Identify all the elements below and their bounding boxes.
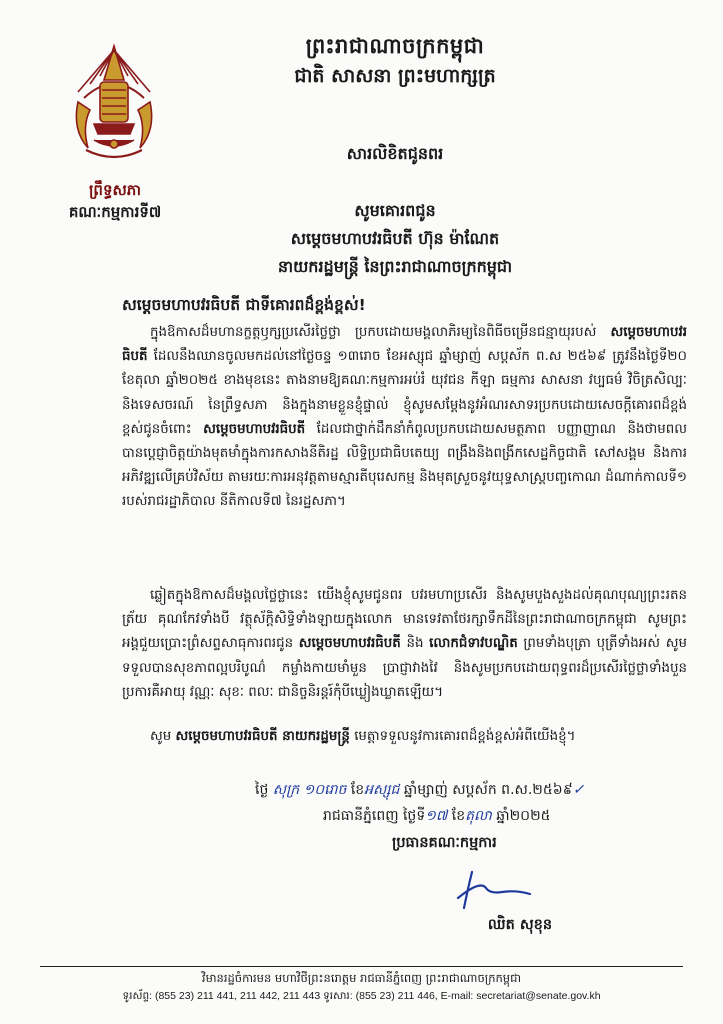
tel-value: (855 23) 211 441, 211 442, 211 443 (154, 990, 321, 1002)
solar-prefix: រាជធានីភ្នំពេញ ថ្ងៃទី (323, 808, 426, 824)
fax-value: (855 23) 211 446, (355, 990, 438, 1002)
p1-text-b: ដែលនឹងឈានចូលមកដល់នៅថ្ងៃចន្ទ ១៣រោច ខែអស្សុជ ឆ្នាំម្សាញ់ សប្តស័ក ព.ស ២៥៦៩ ត្រូវនឹងថ្ងៃទី២០ ខែតុលា ឆ្នាំ២០២៥ ខាងមុខនេះ តាងនាមឱ្យគណៈកម្មការអប់រំ យុវជន កីឡា ធម្មការ សាសនា វប្បធម៌ វិចិត្រសិល្បៈ និងទេសចរណ៍ នៃព្រឹទ្ធសភា និងក្នុងនាមខ្លួនខ្ញុំផ្ទាល់ ខ្ញុំសូមសម្តែងនូវអំណរសាទរប្រកបដោយសេចក្តីគោរពដ៏ខ្ពង់ខ្ពស់ជូនចំពោះ (122, 349, 687, 437)
p3-text-a: សូម (150, 729, 172, 744)
issuer-block (30, 179, 200, 223)
issuer-commission: គណៈកម្មការទី៧ (68, 203, 162, 221)
body-paragraph-1 (122, 321, 687, 515)
addressee-block (200, 197, 590, 281)
p2-text-a: ឆ្លៀតក្នុងឱកាសដ៏មង្គលថ្លៃថ្លានេះ យើងខ្ញុំសូមជូនពរ បវរមហាប្រសើរ និងសូមបួងសួងដល់គុណបុណ្យព្រះរតនត្រ័យ គុណកែវទាំងបី វត្ថុស័ក្តិសិទ្ធិទាំងឡាយក្នុងលោក មានទេវតាថែរក្សាទឹកដីនៃព្រះរាជាណាចក្រកម្ពុជា សូមព្រះអង្គជួយប្រោះព្រំសព្ទសាធុការពរជូន (122, 588, 687, 652)
p2-bold-2: លោកជំទាវបណ្ឌិត (429, 636, 518, 652)
lunar-handwritten-month: អស្សុជ (364, 782, 400, 798)
addressee-line-2: សម្តេចមហាបវរធិបតី ហ៊ុន ម៉ាណែត (290, 229, 500, 248)
footer-contact (40, 990, 683, 1005)
solar-date (323, 806, 703, 827)
salutation: សម្តេចមហាបវរធិបតី ជាទីគោរពដ៏ខ្ពង់ខ្ពស់! (122, 296, 366, 314)
p1-bold-1: សម្តេចមហាបវរធិបតី (122, 325, 687, 365)
p2-bold-1: សម្តេចមហាបវរធិបតី (298, 636, 401, 652)
kingdom-title: ព្រះរាជាណាចក្រកម្ពុជា (305, 34, 485, 58)
solar-handwritten-day: ១៧ (425, 808, 448, 824)
solar-month-label: ខែ (451, 808, 466, 824)
senate-emblem-icon (64, 40, 164, 175)
document-type: សារលិខិតជូនពរ (346, 144, 444, 163)
signatory-name: ឈិត សុខុន (487, 917, 553, 933)
signatory-role: ប្រធានគណៈកម្មការ (392, 835, 497, 851)
footer-address: វិមានរដ្ឋចំការមន មហាវិថីព្រះនរោត្តម រាជធានីភ្នំពេញ ព្រះរាជាណាចក្រកម្ពុជា (201, 971, 522, 985)
p1-text-c: ដែលជាថ្នាក់ដឹកនាំកំពូលប្រកបដោយសមត្ថភាព បញ្ញាញាណ និងថាមពល បានប្តេជ្ញាចិត្តយ៉ាងមុតមាំក្នុងការកសាងនីតិរដ្ឋ លិទ្ធិប្រជាធិបតេយ្យ ពង្រឹងនិងពង្រីកសេដ្ឋកិច្ចជាតិ សៅសង្គម និងការអភិវឌ្ឍលើគ្រប់វិស័យ តាមរយៈការអនុវត្តតាមស្មារតីបុរេសកម្ម និងមុតស្រួចនូវយុទ្ធសាស្ត្របញ្ចកោណ ដំណាក់កាលទី១ របស់រាជរដ្ឋាភិបាល នីតិកាលទី៧ នៃរដ្ឋសភា។ (122, 421, 687, 510)
lunar-handwritten-day: សុក្រ ១០រោច (272, 782, 347, 798)
addressee-line-3: នាយករដ្ឋមន្ត្រី នៃព្រះរាជាណាចក្រកម្ពុជា (277, 257, 513, 276)
p1-text-a: ក្នុងឱកាសដ៏មហានក្ខត្តឫក្សប្រសើរថ្លៃថ្លា ប្រកបដោយមង្គលាភិរម្យនៃពិធីចម្រើនជន្មាយុរបស់ (150, 325, 597, 340)
handwritten-signature (450, 868, 535, 912)
solar-handwritten-month: តុលា (465, 808, 492, 824)
p1-bold-2: សម្តេចមហាបវរធិបតី (203, 421, 306, 437)
lunar-date (255, 780, 695, 801)
lunar-month-label: ខែ (350, 782, 365, 798)
lunar-prefix: ថ្ងៃ (255, 782, 269, 798)
body-paragraph-2 (122, 584, 687, 705)
p2-and: និង (406, 636, 424, 652)
email-link[interactable]: secretariat@senate.gov.kh (476, 990, 601, 1002)
body-paragraph-3 (122, 725, 687, 749)
addressee-line-1: សូមគោរពជូន (354, 201, 436, 220)
p3-text-b: មេត្តាទទួលនូវការគោរពដ៏ខ្ពង់ខ្ពស់អំពីយើងខ្ញុំ។ (354, 729, 576, 744)
footer-divider (40, 966, 683, 967)
p3-bold: សម្តេចមហាបវរធិបតី នាយករដ្ឋមន្ត្រី (175, 729, 350, 744)
solar-suffix: ឆ្នាំ២០២៥ (496, 808, 551, 824)
lunar-suffix: ឆ្នាំម្សាញ់ សប្តស័ក ព.ស.២៥៦៩ (403, 782, 573, 798)
tel-label: ទូរស័ព្ទ: (122, 990, 153, 1002)
fax-label: ទូរសារ: (323, 990, 353, 1002)
p2-text-b: ព្រមទាំងបុត្រា បុត្រីទាំងអស់ សូមទទួលបានសុខភាពល្អបរិបូណ៌ កម្លាំងកាយមាំមួន ប្រាជ្ញាវាងវៃ និងសូមប្រកបដោយពុទ្ធពរដ៏ប្រសើរថ្លៃថ្លាទាំងបួនប្រការគឺអាយុ វណ្ណៈ សុខៈ ពលៈ ជានិច្ចនិរន្តរ៍កុំបីឃ្លៀងឃ្លាតឡើយ។ (122, 636, 687, 700)
national-motto: ជាតិ សាសនា ព្រះមហាក្សត្រ (294, 65, 496, 87)
issuer-institution: ព្រឹទ្ធសភា (88, 181, 142, 199)
lunar-handwritten-mark: ✓ (572, 782, 585, 798)
email-label: E-mail: (440, 990, 474, 1002)
